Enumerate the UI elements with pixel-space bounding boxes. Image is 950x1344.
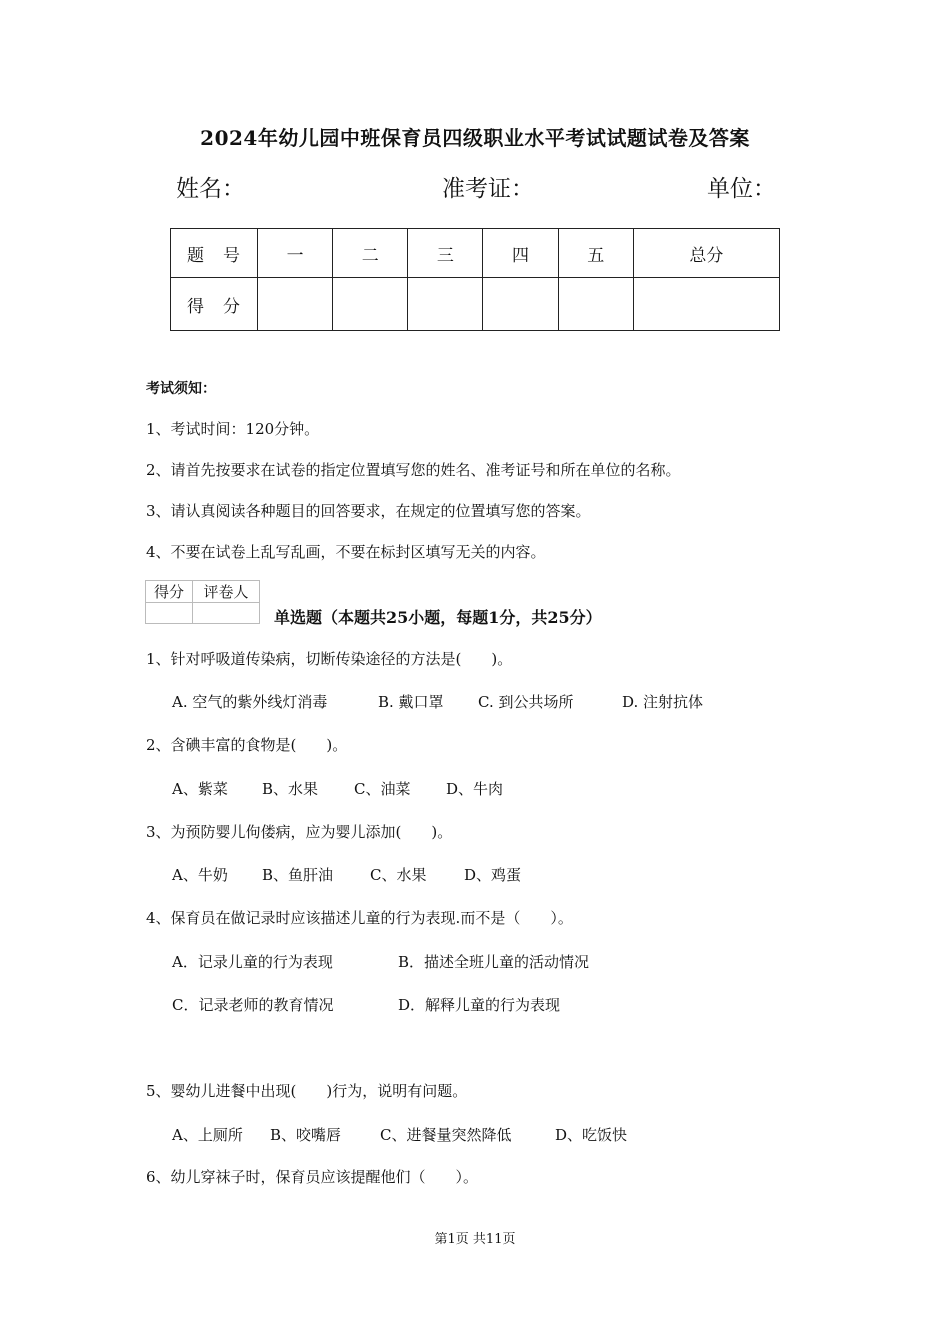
question-stem: 1、针对呼吸道传染病，切断传染途径的方法是( )。 bbox=[146, 650, 513, 668]
question-option: D、吃饭快 bbox=[555, 1126, 628, 1144]
score-table-cell: 五 bbox=[558, 229, 633, 278]
question-option: D．解释儿童的行为表现 bbox=[398, 996, 561, 1014]
unit-label: 单位： bbox=[707, 176, 776, 202]
question-option: C、油菜 bbox=[354, 780, 411, 798]
candidate-info-row bbox=[176, 170, 776, 204]
question-option: C．记录老师的教育情况 bbox=[172, 996, 334, 1014]
section-heading: 单选题（本题共25小题，每题1分，共25分） bbox=[274, 608, 602, 627]
score-table-cell: 总分 bbox=[633, 229, 779, 278]
score-entry-cell bbox=[333, 278, 408, 331]
page-footer: 第1页 共11页 bbox=[434, 1232, 516, 1247]
question-option: D. 注射抗体 bbox=[622, 693, 704, 711]
question-option: C. 到公共场所 bbox=[478, 693, 574, 711]
score-table-cell: 二 bbox=[333, 229, 408, 278]
question-option: B、水果 bbox=[262, 780, 319, 798]
question-option: C、水果 bbox=[370, 866, 427, 884]
score-table-cell: 三 bbox=[408, 229, 483, 278]
score-table-cell: 题 号 bbox=[171, 229, 258, 278]
score-table-cell: 一 bbox=[258, 229, 333, 278]
grader-box bbox=[145, 580, 260, 624]
score-table-cell: 得 分 bbox=[171, 278, 258, 331]
score-entry-cell bbox=[558, 278, 633, 331]
score-table bbox=[170, 228, 780, 331]
question-option: A．记录儿童的行为表现 bbox=[172, 953, 333, 971]
grader-name-label: 评卷人 bbox=[193, 581, 260, 603]
page-title: 2024年幼儿园中班保育员四级职业水平考试试题试卷及答案 bbox=[200, 126, 750, 150]
question-option: A、牛奶 bbox=[172, 866, 228, 884]
grader-name-cell bbox=[193, 603, 260, 624]
score-entry-cell bbox=[633, 278, 779, 331]
question-option: D、牛肉 bbox=[446, 780, 504, 798]
notice-item: 2、请首先按要求在试卷的指定位置填写您的姓名、准考证号和所在单位的名称。 bbox=[146, 461, 681, 479]
question-option: D、鸡蛋 bbox=[464, 866, 522, 884]
score-table-cell: 四 bbox=[483, 229, 558, 278]
name-label: 姓名： bbox=[176, 176, 245, 202]
score-table-header-row bbox=[171, 229, 780, 278]
score-entry-cell bbox=[258, 278, 333, 331]
question-stem: 3、为预防婴儿佝偻病，应为婴儿添加( )。 bbox=[146, 823, 453, 841]
question-stem: 2、含碘丰富的食物是( )。 bbox=[146, 736, 348, 754]
score-entry-cell bbox=[408, 278, 483, 331]
question-stem: 5、婴幼儿进餐中出现( )行为，说明有问题。 bbox=[146, 1082, 468, 1100]
question-option: A、上厕所 bbox=[172, 1126, 243, 1144]
question-option: C、进餐量突然降低 bbox=[380, 1126, 512, 1144]
notice-heading: 考试须知： bbox=[146, 381, 216, 397]
question-stem: 6、幼儿穿袜子时，保育员应该提醒他们（ ）。 bbox=[146, 1168, 479, 1186]
score-entry-cell bbox=[483, 278, 558, 331]
notice-item: 3、请认真阅读各种题目的回答要求，在规定的位置填写您的答案。 bbox=[146, 502, 591, 520]
question-option: B. 戴口罩 bbox=[378, 693, 444, 711]
question-option: A. 空气的紫外线灯消毒 bbox=[172, 693, 328, 711]
score-table-score-row bbox=[171, 278, 780, 331]
question-option: B、咬嘴唇 bbox=[270, 1126, 342, 1144]
exam-number-label: 准考证： bbox=[442, 176, 534, 202]
question-option: B．描述全班儿童的活动情况 bbox=[398, 953, 590, 971]
grader-score-label: 得分 bbox=[146, 581, 193, 603]
notice-item: 4、不要在试卷上乱写乱画，不要在标封区填写无关的内容。 bbox=[146, 543, 546, 561]
question-stem: 4、保育员在做记录时应该描述儿童的行为表现.而不是（ ）。 bbox=[146, 909, 573, 927]
question-option: B、鱼肝油 bbox=[262, 866, 334, 884]
notice-item: 1、考试时间：120分钟。 bbox=[146, 420, 320, 438]
grader-score-cell bbox=[146, 603, 193, 624]
question-option: A、紫菜 bbox=[172, 780, 228, 798]
